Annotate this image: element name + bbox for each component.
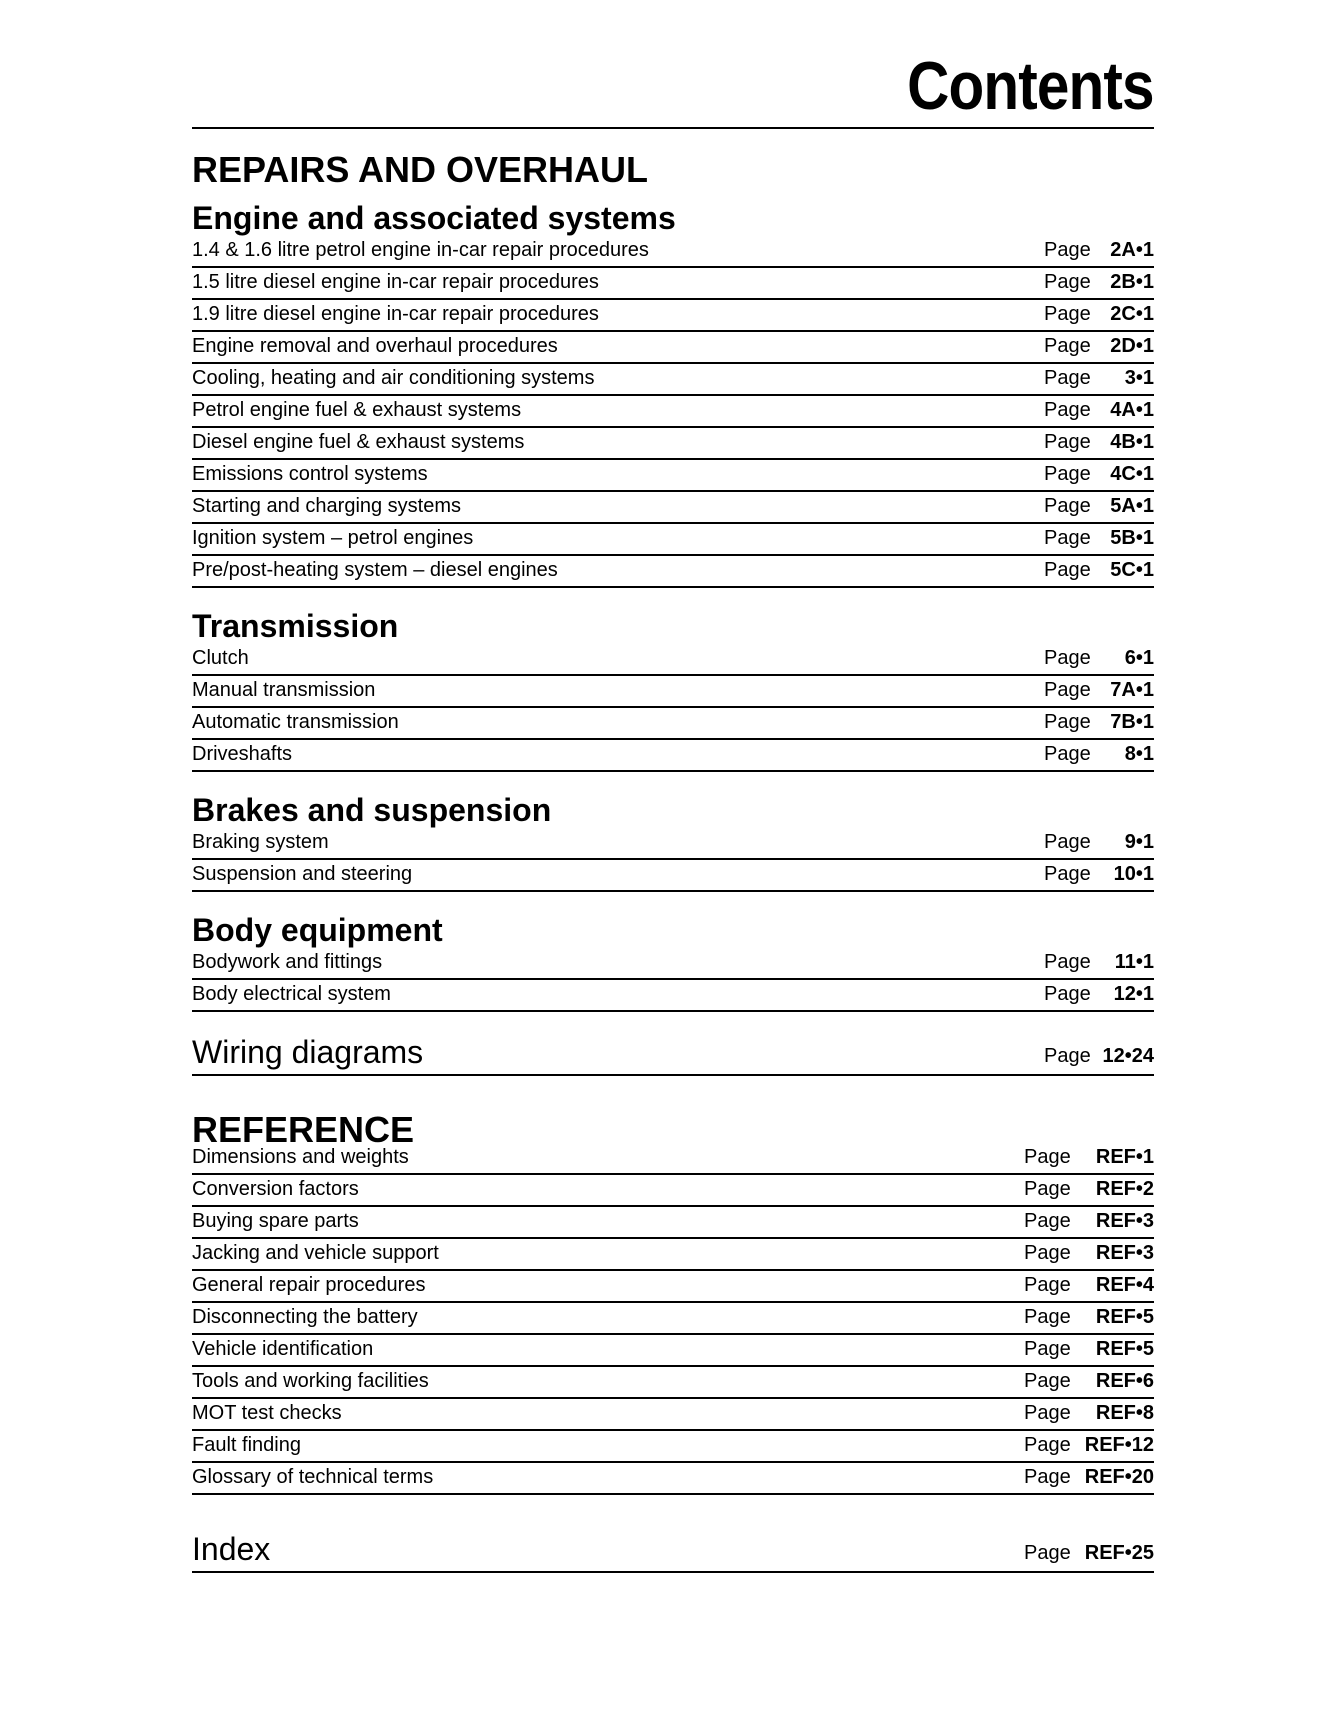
entry-label: Cooling, heating and air conditioning systems bbox=[192, 367, 595, 389]
page-word: Page bbox=[1024, 1274, 1071, 1296]
entry-label: 1.5 litre diesel engine in-car repair procedures bbox=[192, 271, 599, 293]
page-word: Page bbox=[1044, 559, 1091, 581]
toc-entry[interactable] bbox=[192, 396, 1154, 428]
entry-label: Vehicle identification bbox=[192, 1338, 374, 1360]
toc-entry[interactable] bbox=[192, 676, 1154, 708]
page-word: Page bbox=[1024, 1306, 1071, 1328]
page-number: 6•1 bbox=[1124, 647, 1154, 669]
section-heading-transmission: Transmission bbox=[192, 608, 399, 644]
page-word: Page bbox=[1024, 1466, 1071, 1488]
page-number: REF•20 bbox=[1084, 1466, 1154, 1488]
page-number: REF•25 bbox=[1084, 1542, 1154, 1564]
page-word: Page bbox=[1024, 1242, 1071, 1264]
entry-label: Suspension and steering bbox=[192, 863, 413, 885]
page-number: 2A•1 bbox=[1110, 239, 1154, 261]
page-number: REF•4 bbox=[1095, 1274, 1154, 1296]
page-number: 11•1 bbox=[1114, 951, 1154, 973]
page-number: 2C•1 bbox=[1110, 303, 1154, 325]
entry-label: Fault finding bbox=[192, 1434, 301, 1456]
page-word: Page bbox=[1044, 527, 1091, 549]
toc-entry-wiring[interactable] bbox=[192, 1030, 1154, 1076]
toc-entry[interactable] bbox=[192, 1303, 1154, 1335]
section-heading-brakes: Brakes and suspension bbox=[192, 792, 552, 828]
entry-label: Body electrical system bbox=[192, 983, 391, 1005]
page-word: Page bbox=[1044, 463, 1091, 485]
page-word: Page bbox=[1024, 1338, 1071, 1360]
entry-label: 1.9 litre diesel engine in-car repair procedures bbox=[192, 303, 599, 325]
toc-entry[interactable] bbox=[192, 556, 1154, 588]
page-number: 7B•1 bbox=[1110, 711, 1154, 733]
entry-label: Index bbox=[192, 1531, 271, 1567]
entry-label: Jacking and vehicle support bbox=[192, 1242, 439, 1264]
entry-label: MOT test checks bbox=[192, 1402, 342, 1424]
entry-label: Driveshafts bbox=[192, 743, 293, 765]
page-word: Page bbox=[1044, 679, 1091, 701]
page-word: Page bbox=[1044, 863, 1091, 885]
page-word: Page bbox=[1024, 1402, 1071, 1424]
entry-label: Bodywork and fittings bbox=[192, 951, 383, 973]
toc-entry[interactable] bbox=[192, 1239, 1154, 1271]
page-number: 12•24 bbox=[1102, 1045, 1154, 1067]
page-number: 5B•1 bbox=[1110, 527, 1154, 549]
toc-entry[interactable] bbox=[192, 236, 1154, 268]
page-number: 3•1 bbox=[1124, 367, 1154, 389]
page-word: Page bbox=[1024, 1434, 1071, 1456]
entry-label: Braking system bbox=[192, 831, 329, 853]
toc-entry[interactable] bbox=[192, 1175, 1154, 1207]
entry-label: Petrol engine fuel & exhaust systems bbox=[192, 399, 522, 421]
toc-entry[interactable] bbox=[192, 1399, 1154, 1431]
page-word: Page bbox=[1024, 1210, 1071, 1232]
page-number: REF•5 bbox=[1095, 1338, 1154, 1360]
page-word: Page bbox=[1044, 711, 1091, 733]
page-number: REF•3 bbox=[1095, 1210, 1154, 1232]
page-word: Page bbox=[1044, 983, 1091, 1005]
page-number: 12•1 bbox=[1113, 983, 1154, 1005]
entry-label: Disconnecting the battery bbox=[192, 1306, 418, 1328]
page-number: 5C•1 bbox=[1110, 559, 1154, 581]
page-word: Page bbox=[1044, 831, 1091, 853]
entry-label: 1.4 & 1.6 litre petrol engine in-car repair procedures bbox=[192, 239, 649, 261]
page-number: 2B•1 bbox=[1110, 271, 1154, 293]
toc-entry[interactable] bbox=[192, 708, 1154, 740]
entry-label: Clutch bbox=[192, 647, 249, 669]
entry-label: Buying spare parts bbox=[192, 1210, 359, 1232]
entry-label: Diesel engine fuel & exhaust systems bbox=[192, 431, 525, 453]
entry-label: Emissions control systems bbox=[192, 463, 428, 485]
page-number: REF•5 bbox=[1095, 1306, 1154, 1328]
toc-entry[interactable] bbox=[192, 740, 1154, 772]
entry-label: Dimensions and weights bbox=[192, 1146, 409, 1168]
page-title: Contents bbox=[907, 48, 1154, 124]
title-rule bbox=[192, 127, 1154, 129]
entry-label: Starting and charging systems bbox=[192, 495, 462, 517]
page-number: REF•1 bbox=[1095, 1146, 1154, 1168]
page-word: Page bbox=[1044, 335, 1091, 357]
page-number: 4B•1 bbox=[1110, 431, 1154, 453]
toc-entry[interactable] bbox=[192, 1431, 1154, 1463]
toc-entry[interactable] bbox=[192, 1463, 1154, 1495]
page-word: Page bbox=[1024, 1542, 1071, 1564]
entry-label: Conversion factors bbox=[192, 1178, 359, 1200]
entry-label: Wiring diagrams bbox=[192, 1034, 424, 1070]
page-word: Page bbox=[1044, 399, 1091, 421]
toc-entry[interactable] bbox=[192, 980, 1154, 1012]
toc-entry[interactable] bbox=[192, 460, 1154, 492]
page-word: Page bbox=[1044, 431, 1091, 453]
page-number: 2D•1 bbox=[1110, 335, 1154, 357]
entry-label: Manual transmission bbox=[192, 679, 376, 701]
toc-entry[interactable] bbox=[192, 300, 1154, 332]
part-heading-repairs: REPAIRS AND OVERHAUL bbox=[192, 149, 649, 190]
page-word: Page bbox=[1044, 271, 1091, 293]
entry-label: Automatic transmission bbox=[192, 711, 399, 733]
page-number: REF•6 bbox=[1095, 1370, 1154, 1392]
toc-entry[interactable] bbox=[192, 948, 1154, 980]
toc-entry[interactable] bbox=[192, 364, 1154, 396]
page-word: Page bbox=[1044, 951, 1091, 973]
page-word: Page bbox=[1024, 1146, 1071, 1168]
page-word: Page bbox=[1044, 1045, 1091, 1067]
entry-label: Pre/post-heating system – diesel engines bbox=[192, 559, 558, 581]
page-number: 9•1 bbox=[1124, 831, 1154, 853]
toc-entry[interactable] bbox=[192, 1271, 1154, 1303]
page-word: Page bbox=[1044, 495, 1091, 517]
part-heading-reference: REFERENCE bbox=[192, 1109, 415, 1150]
page-number: REF•2 bbox=[1095, 1178, 1154, 1200]
page-word: Page bbox=[1044, 303, 1091, 325]
page-number: REF•8 bbox=[1095, 1402, 1154, 1424]
entry-label: Tools and working facilities bbox=[192, 1370, 429, 1392]
page-word: Page bbox=[1024, 1178, 1071, 1200]
page-number: REF•12 bbox=[1084, 1434, 1154, 1456]
entry-label: Engine removal and overhaul procedures bbox=[192, 335, 558, 357]
entry-label: Ignition system – petrol engines bbox=[192, 527, 474, 549]
page-number: REF•3 bbox=[1095, 1242, 1154, 1264]
page-word: Page bbox=[1044, 647, 1091, 669]
toc-entry[interactable] bbox=[192, 492, 1154, 524]
page-number: 5A•1 bbox=[1110, 495, 1154, 517]
toc-entry[interactable] bbox=[192, 1367, 1154, 1399]
toc-entry[interactable] bbox=[192, 268, 1154, 300]
page-word: Page bbox=[1044, 239, 1091, 261]
toc-entry[interactable] bbox=[192, 860, 1154, 892]
toc-entry-index[interactable] bbox=[192, 1527, 1154, 1573]
section-heading-engine: Engine and associated systems bbox=[192, 200, 676, 236]
page-word: Page bbox=[1024, 1370, 1071, 1392]
toc-entry[interactable] bbox=[192, 1207, 1154, 1239]
page-number: 4C•1 bbox=[1110, 463, 1154, 485]
entry-label: General repair procedures bbox=[192, 1274, 426, 1296]
toc-entry[interactable] bbox=[192, 332, 1154, 364]
section-heading-body: Body equipment bbox=[192, 912, 443, 948]
page-number: 4A•1 bbox=[1110, 399, 1154, 421]
page-word: Page bbox=[1044, 367, 1091, 389]
toc-entry[interactable] bbox=[192, 644, 1154, 676]
toc-entry[interactable] bbox=[192, 1143, 1154, 1175]
toc-entry[interactable] bbox=[192, 524, 1154, 556]
page-number: 8•1 bbox=[1124, 743, 1154, 765]
page-number: 10•1 bbox=[1113, 863, 1154, 885]
toc-entry[interactable] bbox=[192, 1335, 1154, 1367]
entry-label: Glossary of technical terms bbox=[192, 1466, 434, 1488]
toc-entry[interactable] bbox=[192, 828, 1154, 860]
page-word: Page bbox=[1044, 743, 1091, 765]
toc-entry[interactable] bbox=[192, 428, 1154, 460]
page-number: 7A•1 bbox=[1110, 679, 1154, 701]
